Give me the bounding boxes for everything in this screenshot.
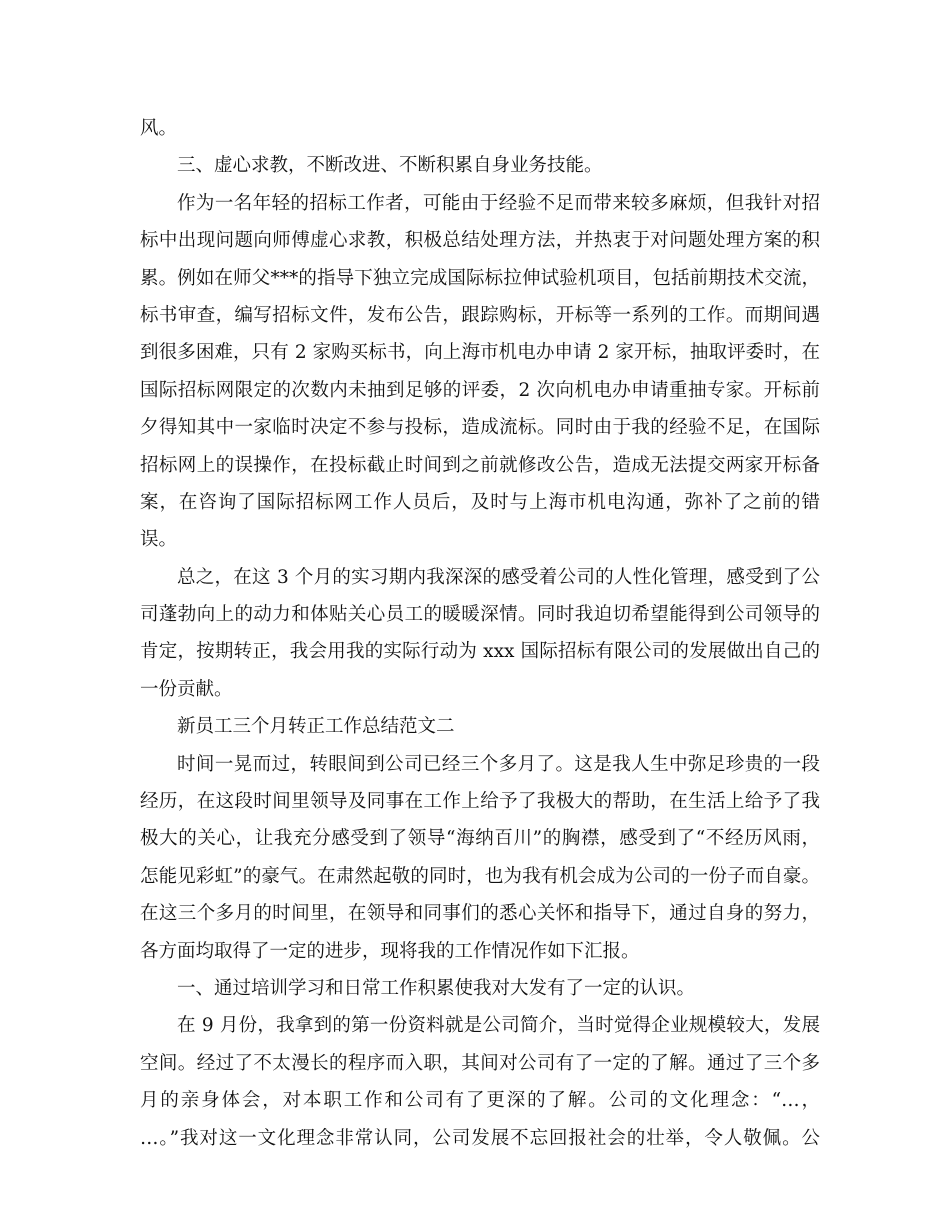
text-line: …。”我对这一文化理念非常认同，公司发展不忘回报社会的壮举，令人敬佩。公 bbox=[140, 1127, 820, 1149]
text-line: 作为一名年轻的招标工作者，可能由于经验不足而带来较多麻烦，但我针对招 bbox=[177, 192, 820, 214]
text-line: 极大的关心，让我充分感受到了领导“海纳百川”的胸襟，感受到了“不经历风雨， bbox=[140, 828, 820, 850]
document-body bbox=[140, 110, 820, 1157]
text-line: 一份贡献。 bbox=[140, 678, 233, 700]
text-line: 标书审查，编写招标文件，发布公告，跟踪购标，开标等一系列的工作。而期间遇 bbox=[140, 304, 820, 326]
text-line: 肯定，按期转正，我会用我的实际行动为 xxx 国际招标有限公司的发展做出自己的 bbox=[140, 641, 820, 663]
text-line: 风。 bbox=[140, 118, 178, 139]
text-line: 月的亲身体会，对本职工作和公司有了更深的了解。公司的文化理念：“…， bbox=[140, 1090, 820, 1112]
text-line: 国际招标网限定的次数内未抽到足够的评委，2 次向机电办申请重抽专家。开标前 bbox=[140, 379, 820, 401]
text-line: 案，在咨询了国际招标网工作人员后，及时与上海市机电沟通，弥补了之前的错 bbox=[140, 491, 820, 513]
text-line: 新员工三个月转正工作总结范文二 bbox=[177, 716, 455, 738]
text-line: 累。例如在师父***的指导下独立完成国际标拉伸试验机项目，包括前期技术交流， bbox=[140, 267, 820, 289]
text-line: 误。 bbox=[140, 529, 178, 551]
text-line: 各方面均取得了一定的进步，现将我的工作情况作如下汇报。 bbox=[140, 940, 640, 962]
text-line: 夕得知其中一家临时决定不参与投标，造成流标。同时由于我的经验不足，在国际 bbox=[140, 417, 820, 439]
text-line: 空间。经过了不太漫长的程序而入职，其间对公司有了一定的了解。通过了三个多 bbox=[140, 1052, 820, 1074]
text-line: 在 9 月份，我拿到的第一份资料就是公司简介，当时觉得企业规模较大，发展 bbox=[177, 1015, 820, 1037]
text-line: 招标网上的误操作，在投标截止时间到之前就修改公告，造成无法提交两家开标备 bbox=[140, 454, 820, 476]
text-line: 到很多困难，只有 2 家购买标书，向上海市机电办申请 2 家开标，抽取评委时，在 bbox=[140, 342, 820, 364]
text-line: 三、虚心求教，不断改进、不断积累自身业务技能。 bbox=[177, 155, 603, 177]
text-line: 怎能见彩虹”的豪气。在肃然起敬的同时，也为我有机会成为公司的一份子而自豪。 bbox=[140, 865, 820, 887]
text-line: 总之，在这 3 个月的实习期内我深深的感受着公司的人性化管理，感受到了公 bbox=[177, 566, 820, 588]
text-line: 标中出现问题向师傅虚心求教，积极总结处理方法，并热衷于对问题处理方案的积 bbox=[140, 230, 820, 252]
text-line: 时间一晃而过，转眼间到公司已经三个多月了。这是我人生中弥足珍贵的一段 bbox=[177, 753, 820, 775]
text-line: 在这三个多月的时间里，在领导和同事们的悉心关怀和指导下，通过自身的努力， bbox=[140, 903, 820, 925]
text-line: 经历，在这段时间里领导及同事在工作上给予了我极大的帮助，在生活上给予了我 bbox=[140, 791, 820, 813]
text-line: 一、通过培训学习和日常工作积累使我对大发有了一定的认识。 bbox=[177, 977, 696, 999]
text-line: 司蓬勃向上的动力和体贴关心员工的暖暖深情。同时我迫切希望能得到公司领导的 bbox=[140, 604, 820, 626]
